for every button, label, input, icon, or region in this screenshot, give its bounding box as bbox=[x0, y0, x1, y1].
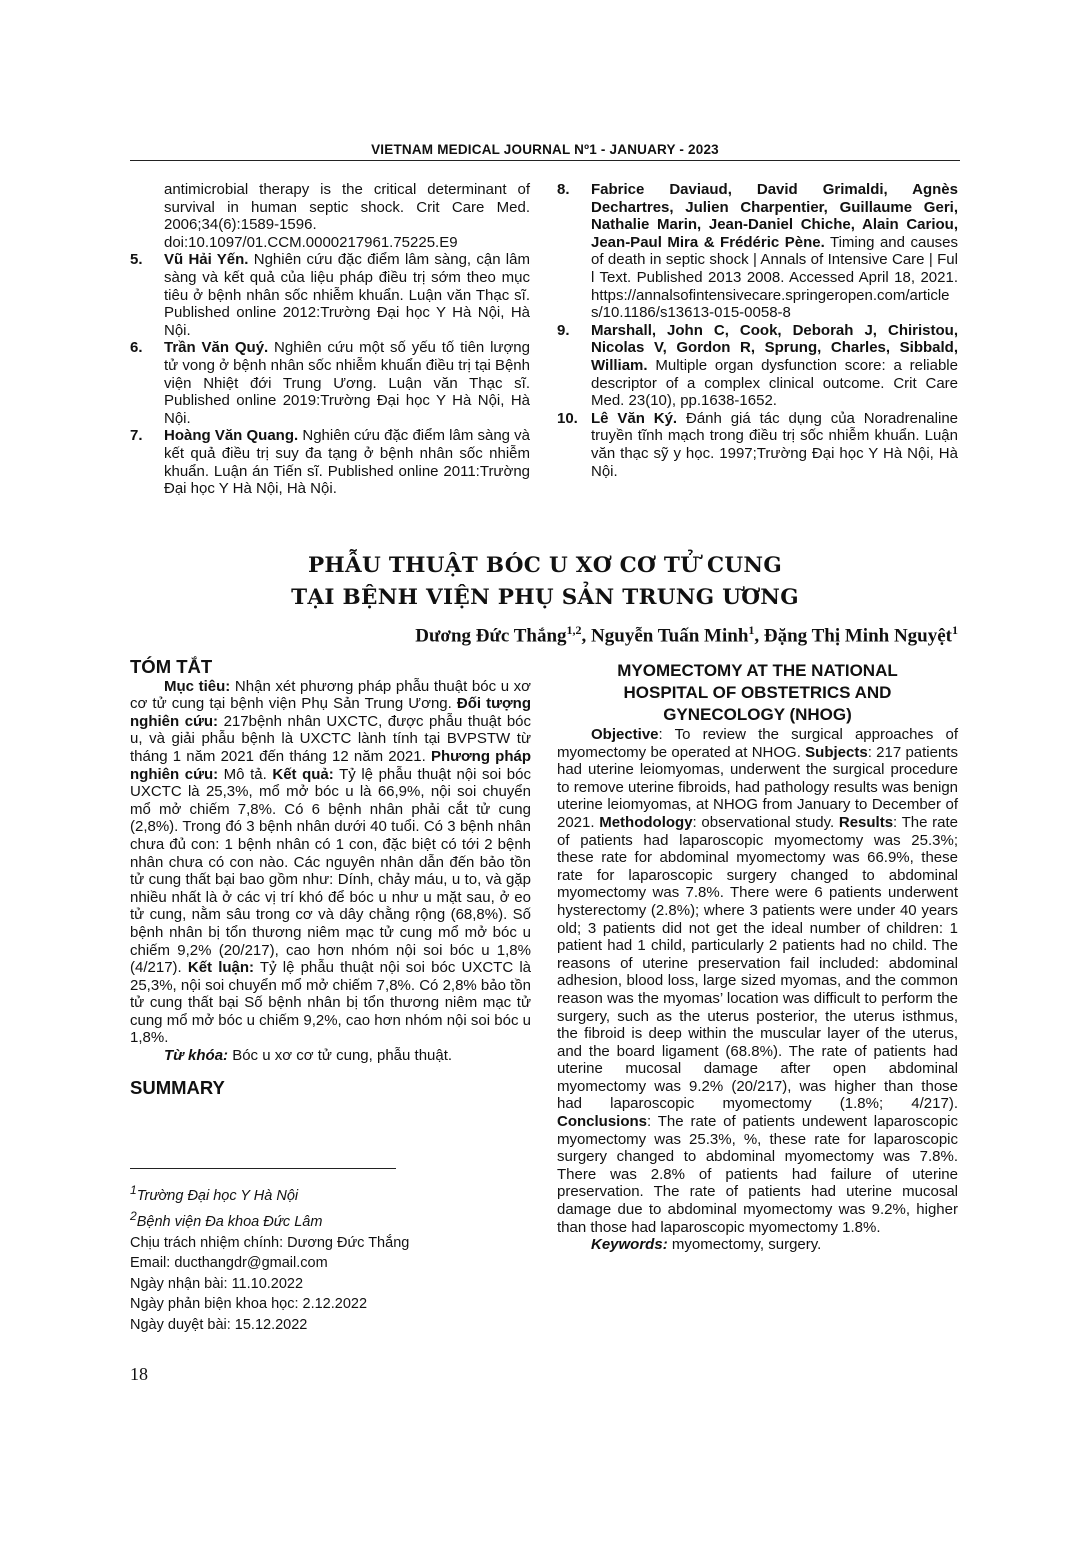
english-keywords bbox=[557, 1236, 958, 1254]
methods-label: Methodology bbox=[599, 813, 693, 831]
header-rule bbox=[130, 160, 960, 161]
objective-text: : To review the surgical approaches of myomectomy be operated at NHOG. bbox=[557, 726, 958, 761]
article-title-line-1: PHẪU THUẬT BÓC U XƠ CƠ TỬ CUNG bbox=[307, 553, 783, 578]
reference-number: 8. bbox=[557, 181, 570, 198]
results-label: Kết quả: bbox=[272, 765, 334, 783]
abstract-body bbox=[130, 678, 531, 1047]
summary-heading: SUMMARY bbox=[130, 1076, 225, 1098]
reference-9 bbox=[557, 322, 958, 410]
reference-text: Timing and causes of death in septic shock | Annals of Intensive Care | Full Text. Published 2013 2008. Accessed April 18, 2021. https://annalsofintensivecare.springeropen.com/articles/10.1186/s13613-015-0058-8 bbox=[591, 233, 958, 322]
conclusion-text: : The rate of patients undewent laparoscopic myomectomy was 25.3%, %, these rate for laparoscopic surgery changed to abdominal myomectomy was 7.8%. There was 2.8% of patients had failure of uterine preservation. The rate of patients had uterine mucosal damage due to abdominal myomectomy was 9.2%, higher than those had laparoscopic myomectomy 1.8%. bbox=[557, 1113, 958, 1236]
footnote-rule bbox=[130, 1168, 396, 1169]
reference-8 bbox=[557, 181, 958, 322]
date-approved: Ngày duyệt bài: 15.12.2022 bbox=[130, 1316, 308, 1333]
reference-5 bbox=[130, 251, 530, 339]
reference-author: Marshall, John C, Cook, Deborah J, Chiristou, Nicolas V, Gordon R, Sprung, Charles, Sibbald, William. bbox=[591, 321, 958, 374]
results-text: Tỷ lệ phẫu thuật nội soi bóc UXCTC là 25,3%, mổ mở bóc u là 66,9%, nội soi chuyển mổ mở chiếm 7,8%. Có 6 bệnh nhân phải cắt tử cung (2,8%). Trong đó 3 bệnh nhân dưới 40 tuổi. Có 3 bệnh nhân chưa đủ con: 1 bệnh nhân có 1 con, đặc biệt có tới 2 bệnh nhân chưa có con nào. Các nguyên nhân dẫn đến bảo tồn tử cung thất bại bao gồm như: Dính, chảy máu, u to, và gặp nhiều nhất là ở các vị trí khó để bóc u như u mặt sau, ở eo tử cung, nằm sâu trong cơ và dây chằng rộng (68,8%). Số bệnh nhân bị tổn thương niêm mạc tử cung mổ mở bóc u chiếm 9,2% (20/217), cao hơn nhóm nội soi bóc u 1,8%(4/217). bbox=[130, 765, 531, 977]
conclusion-label: Kết luận: bbox=[187, 959, 255, 977]
author-name: Nguyễn Tuấn Minh bbox=[591, 625, 749, 647]
reference-text: Multiple organ dysfunction score: a reliable descriptor of a complex clinical outcome. Crit Care Med. 23(10), pp.1638-1652. bbox=[591, 356, 958, 410]
reference-6 bbox=[130, 339, 530, 427]
reference-author: Vũ Hải Yến. bbox=[164, 251, 249, 269]
subjects-label: Subjects bbox=[805, 743, 868, 761]
affiliation-text: Bệnh viện Đa khoa Đức Lâm bbox=[136, 1214, 323, 1231]
author-affiliation: 1 bbox=[952, 623, 958, 637]
responsible-author: Chịu trách nhiệm chính: Dương Đức Thắng bbox=[130, 1234, 410, 1251]
author-name: Đặng Thị Minh Nguyệt bbox=[763, 625, 952, 647]
contact-email: Email: ducthangdr@gmail.com bbox=[130, 1255, 328, 1272]
references-left bbox=[130, 181, 530, 498]
reference-4-continuation bbox=[130, 181, 530, 251]
reference-author: Hoàng Văn Quang. bbox=[164, 427, 299, 445]
reference-number: 7. bbox=[130, 427, 143, 445]
english-title: MYOMECTOMY AT THE NATIONAL HOSPITAL OF OBSTETRICS AND GYNECOLOGY (NHOG) bbox=[617, 661, 898, 724]
conclusion-label: Conclusions bbox=[557, 1113, 648, 1131]
results-label: Results bbox=[838, 813, 894, 831]
keywords-text: myomectomy, surgery. bbox=[667, 1236, 822, 1254]
references-right bbox=[557, 181, 958, 480]
journal-header: VIETNAM MEDICAL JOURNAL Nº1 - JANUARY - 2023 bbox=[371, 142, 719, 157]
reference-text: Nghiên cứu một số yếu tố tiên lượng tử vong ở bệnh nhân sốc nhiễm khuẩn điều trị tại Bệnh viện Nhiệt đới Trung Ương. Luận văn Thạc sĩ. Published online 2019:Trường Đại học Y Hà Nội, Hà Nội. bbox=[164, 339, 530, 427]
results-text: : The rate of patients had laparoscopic myomectomy was 25.3%; these rate for abdominal myomectomy was 66.9%, these rate for laparoscopic surgery changed to abdominal myomectomy was 7.8%. There were 6 patients underwent hysterectomy (2.8%); where 3 patients were under 40 years old; 3 patients did not get the ideal number of children: 1 patient had 1 child, particularly 2 patients had no child. The reasons of uterine preservation fail included: abdominal adhesion, blood loss, large sized myomas, and the common reason was the myomas’ location was difficult to perform the surgery, such as the uterus posterior, the uterus isthmus, the fibroid is deep within the muscular layer of the uterus, and the board ligament (68.8%). The rate of patients had uterine mucosal damage after open abdominal myomectomy was 9.2% (20/217), was higher than those had laparoscopic myomectomy (1.8%; 4/217). bbox=[557, 813, 958, 1113]
reference-7 bbox=[130, 427, 530, 497]
methods-text: : observational study. bbox=[692, 813, 839, 831]
objective-label: Mục tiêu: bbox=[164, 677, 231, 695]
affiliation-1 bbox=[130, 1180, 409, 1206]
author-list: Dương Đức Thắng$^{1,2}$, Nguyễn Tuấn Minh$^1$, Đặng Thị Minh Nguyệt$^1$ bbox=[415, 623, 958, 647]
keywords bbox=[130, 1047, 531, 1065]
date-reviewed: Ngày phản biện khoa học: 2.12.2022 bbox=[130, 1296, 368, 1313]
subjects-text: : 217 patients had uterine leiomyomas, underwent the surgical procedure to remove uterine fibroids, had pathology results was benign uterine leiomyomas, at NHOG from January to December of 2021. bbox=[557, 743, 958, 831]
reference-10 bbox=[557, 410, 958, 480]
affiliation-text: Trường Đại học Y Hà Nội bbox=[136, 1187, 299, 1204]
affiliation-2 bbox=[130, 1206, 409, 1232]
english-abstract-body bbox=[557, 726, 958, 1236]
abstract-heading: TÓM TẮT bbox=[130, 656, 213, 677]
reference-number: 6. bbox=[130, 339, 143, 357]
subjects-label: Đối tượng nghiên cứu: bbox=[130, 695, 531, 730]
subjects-text: 217bệnh nhân UXCTC, được phẫu thuật bóc u, và giải phẫu bệnh là UXCTC lành tính tại BVPSTW từ tháng 1 năm 2021 đến tháng 12 năm 2021. bbox=[130, 712, 531, 765]
objective-label: Objective bbox=[591, 726, 659, 743]
author-name: Dương Đức Thắng bbox=[415, 625, 567, 647]
methods-text: Mô tả. bbox=[218, 765, 273, 783]
author-affiliation: 1,2 bbox=[566, 623, 582, 637]
reference-text: Nghiên cứu đặc điểm lâm sàng, cận lâm sàng và kết quả của liệu pháp điều trị sớm theo mục tiêu ở bệnh nhân sốc nhiễm khuẩn. Luận văn Thạc sĩ. Published online 2012:Trường Đại học Y Hà Nội, Hà Nội. bbox=[164, 251, 530, 339]
vietnamese-abstract bbox=[130, 658, 531, 1096]
reference-text: antimicrobial therapy is the critical determinant of survival in human septic shock. Crit Care Med. 2006;34(6):1589-1596. doi:10.1097/01.CCM.0000217961.75225.E9 bbox=[164, 181, 530, 251]
reference-text: Đánh giá tác dụng của Noradrenaline truyền tĩnh mạch trong điều trị sốc nhiễm khuẩn. Luận văn thạc sỹ y học. 1997;Trường Đại học Y Hà Nội, Hà Nội. bbox=[591, 409, 958, 480]
conclusion-text: Tỷ lệ phẫu thuật nội soi bóc UXCTC là 25,3%, nội soi chuyển mổ mở chiếm 7,8%. Có 2,8% bảo tồn tử cung thất bại Số bệnh nhân bị tổn thương niêm mạc tử cung mổ mở bóc u chiếm 9,2%, cao hơn nhóm nội soi bóc u 1,8%. bbox=[130, 959, 531, 1047]
page-number: 18 bbox=[130, 1364, 148, 1384]
footnotes bbox=[130, 1180, 409, 1335]
date-received: Ngày nhận bài: 11.10.2022 bbox=[130, 1275, 304, 1292]
reference-author: Trần Văn Quý. bbox=[164, 339, 269, 357]
affiliation-marker: 2 bbox=[130, 1209, 137, 1224]
article-title-line-2: TẠI BỆNH VIỆN PHỤ SẢN TRUNG ƯƠNG bbox=[291, 585, 799, 610]
author-affiliation: 1 bbox=[748, 623, 755, 637]
reference-author: Fabrice Daviaud, David Grimaldi, Agnès Dechartres, Julien Charpentier, Guillaume Geri, Nathalie Marin, Jean-Daniel Chiche, Alain Cariou, Jean-Paul Mira & Frédéric Pène. bbox=[591, 181, 958, 251]
keywords-label: Từ khóa: bbox=[164, 1047, 229, 1065]
reference-author: Lê Văn Ký. bbox=[591, 409, 678, 427]
affiliation-marker: 1 bbox=[130, 1183, 137, 1197]
keywords-label: Keywords: bbox=[591, 1236, 668, 1254]
methods-label: Phương pháp nghiên cứu: bbox=[130, 747, 531, 783]
reference-number: 10. bbox=[557, 409, 578, 427]
reference-number: 9. bbox=[557, 321, 570, 339]
english-abstract bbox=[557, 660, 958, 1254]
keywords-text: Bóc u xơ cơ tử cung, phẫu thuật. bbox=[228, 1047, 453, 1065]
objective-text: Nhận xét phương pháp phẫu thuật bóc u xơ cơ tử cung tại bệnh viện Phụ Sản Trung Ương. bbox=[130, 677, 531, 713]
reference-number: 5. bbox=[130, 251, 143, 269]
reference-text: Nghiên cứu đặc điểm lâm sàng và kết quả điều trị suy đa tạng ở bệnh nhân sốc nhiễm khuẩn. Luận án Tiến sĩ. Published online 2011:Trường Đại học Y Hà Nội, Hà Nội. bbox=[164, 427, 531, 498]
